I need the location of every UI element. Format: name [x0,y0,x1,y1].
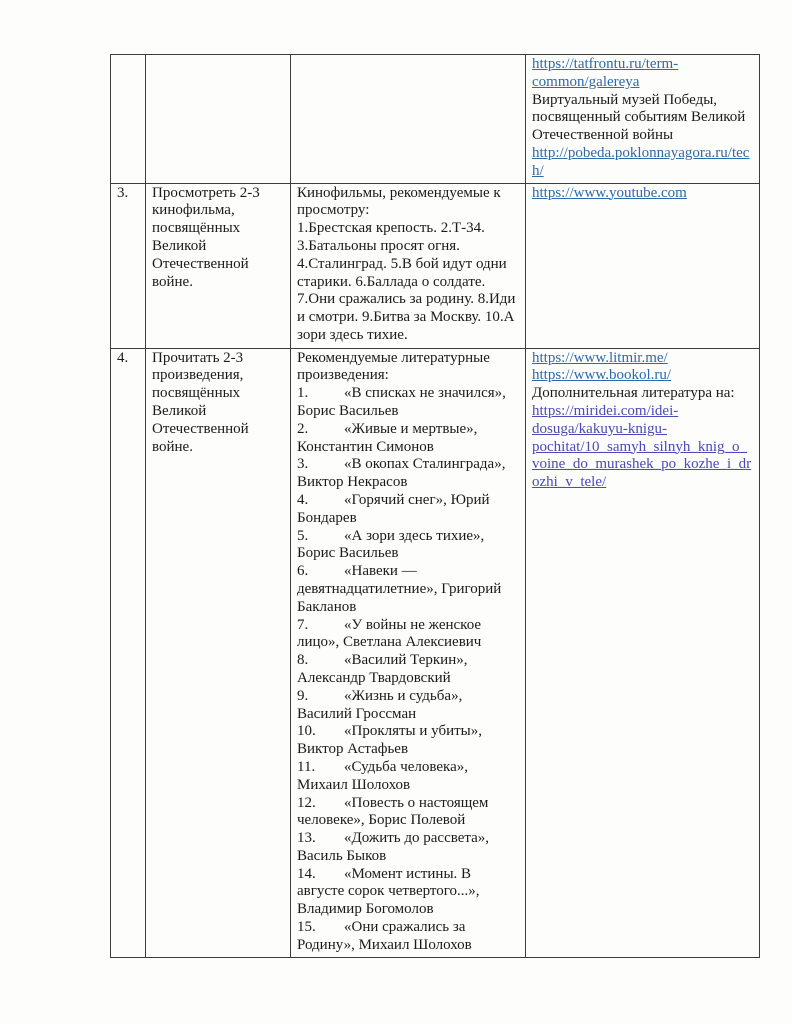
item-number: 12. [297,794,316,811]
item-number: 2. [297,420,309,437]
item-text: «Они сражались за Родину», Михаил Шолохов [297,919,472,953]
item-text: «В списках не значился», Борис Васильев [297,385,506,419]
item-text: «Повесть о настоящем человеке», Борис Полевой [297,794,489,829]
literature-item [297,492,520,528]
item-text: «Живые и мертвые», Константин Симонов [297,420,478,455]
literature-item [297,617,520,653]
item-number: 8. [297,652,309,669]
item-text: «Навеки — девятнадцатилетние», Григорий Бакланов [297,563,502,615]
item-text: «А зори здесь тихие», Борис Васильев [297,527,485,562]
literature-item [297,456,520,492]
link-bookol[interactable]: https://www.bookol.ru/ [532,367,672,384]
cell-number: 4. [111,348,146,957]
cell-number [111,55,146,184]
assignments-table [110,54,760,958]
table-row-3 [111,183,760,348]
table-row-continued [111,55,760,184]
literature-item [297,421,520,457]
literature-item [297,795,520,831]
cell-resources [526,183,760,348]
literature-item [297,528,520,564]
item-number: 4. [297,491,309,508]
link-youtube[interactable]: https://www.youtube.com [532,184,687,201]
literature-item [297,563,520,616]
table-row-4 [111,348,760,957]
literature-item [297,652,520,688]
item-number: 13. [297,830,316,847]
link-tatfrontu-gallery[interactable]: https://tatfrontu.ru/term-common/galereya [532,56,679,90]
item-number: 11. [297,758,316,775]
item-number: 10. [297,723,316,740]
films-intro: Кинофильмы, рекомендуемые к просмотру: [297,184,501,219]
cell-resources [526,348,760,957]
item-text: «Судьба человека», Михаил Шолохов [297,758,469,793]
cell-task [146,348,291,957]
literature-item [297,830,520,866]
item-text: «Прокляты и убиты», Виктор Астафьев [297,723,483,758]
item-number: 15. [297,919,316,936]
literature-item [297,866,520,919]
literature-item [297,919,520,955]
item-number: 9. [297,687,309,704]
item-text: «Горячий снег», Юрий Бондарев [297,491,490,526]
item-text: «В окопах Сталинграда», Виктор Некрасов [297,456,506,491]
link-miridei[interactable]: https://miridei.com/idei-dosuga/kakuyu-knigu-pochitat/10_samyh_silnyh_knig_o_voine_do_murashek_po_kozhe_i_drozhi_v_tele/ [532,402,752,491]
literature-item [297,759,520,795]
item-text: «Момент истины. В августе сорок четвертого...», Владимир Богомолов [297,865,480,918]
item-text: «Жизнь и судьба», Василий Гроссман [297,687,463,722]
cell-task [146,183,291,348]
literature-item [297,723,520,759]
additional-literature-label: Дополнительная литература на: [532,385,735,402]
resource-description: Виртуальный музей Победы, посвященный событиям Великой Отечественной войны [532,91,746,144]
item-text: «Дожить до рассвета», Василь Быков [297,830,490,864]
item-number: 1. [297,385,309,402]
cell-number: 3. [111,183,146,348]
cell-resources [526,55,760,184]
cell-details [291,348,526,957]
item-number: 3. [297,456,309,473]
item-number: 6. [297,563,309,580]
literature-item [297,385,520,421]
cell-details [291,55,526,184]
films-list: 1.Брестская крепость. 2.Т-34. 3.Батальоны просят огня. 4.Сталинград. 5.В бой идут одни старики. 6.Баллада о солдате. 7.Они сражались за родину. 8.Иди и смотри. 9.Битва за Москву. 10.А зори здесь тихие. [297,220,516,343]
item-number: 14. [297,865,316,882]
cell-details [291,183,526,348]
literature-item [297,688,520,724]
item-text: «У войны не женское лицо», Светлана Алексиевич [297,616,482,651]
link-litmir[interactable]: https://www.litmir.me/ [532,349,668,366]
item-number: 5. [297,527,309,544]
cell-task [146,55,291,184]
item-number: 7. [297,616,309,633]
task-text: Прочитать 2-3 произведения, посвящённых Великой Отечественной войне. [152,349,249,455]
literature-intro: Рекомендуемые литературные произведения: [297,349,490,384]
link-pobeda-poklonnayagora[interactable]: http://pobeda.poklonnayagora.ru/tech/ [532,144,750,179]
item-text: «Василий Теркин», Александр Твардовский [297,652,468,686]
task-text: Просмотреть 2-3 кинофильма, посвящённых Великой Отечественной войне. [152,184,260,290]
